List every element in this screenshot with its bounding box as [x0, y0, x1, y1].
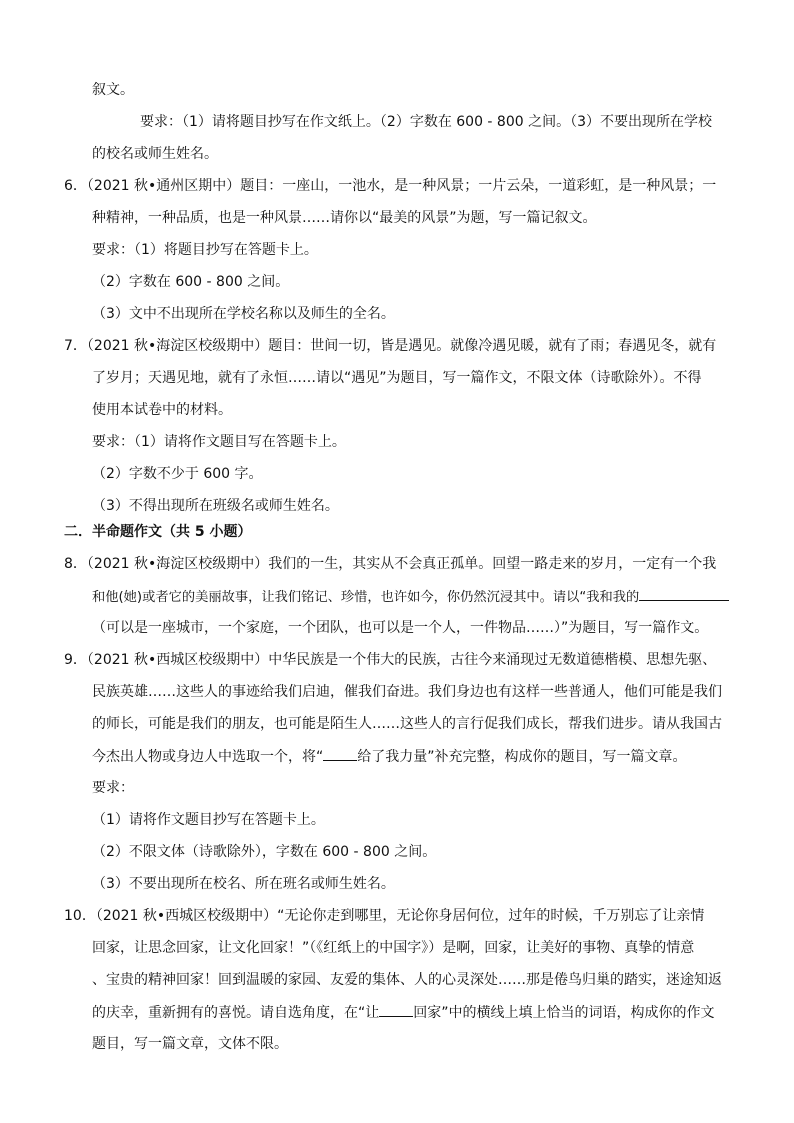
q7-line-1: 7．（2021 秋•海淀区校级期中）题目：世间一切，皆是遇见。就像冷遇见暖，就有了雨；春遇见冬，就有 — [64, 338, 717, 354]
section-2-heading: 二．半命题作文（共 5 小题） — [64, 524, 252, 540]
q8-line-1: 8．（2021 秋•海淀区校级期中）我们的一生，其实从不会真正孤单。回望一路走来的岁月，一定有一个我 — [64, 556, 717, 572]
q9-line-4-end: 给了我力量”补充完整，构成你的题目，写一篇文章。 — [357, 749, 687, 765]
q6-line-2: 种精神，一种品质，也是一种风景……请你以“最美的风景”为题，写一篇记叙文。 — [92, 210, 597, 226]
q10-line-4-row — [92, 1002, 715, 1023]
q10-line-3: 、宝贵的精神回家！回到温暖的家园、友爱的集体、人的心灵深处……那是倦鸟归巢的踏实，迷途知返 — [92, 972, 722, 988]
q8-fill-blank — [639, 586, 729, 601]
q10-line-2: 回家，让思念回家，让文化回家！”（《红纸上的中国字》）是啊，回家，让美好的事物、真挚的情意 — [92, 940, 695, 956]
q9-line-1: 9．（2021 秋•西城区校级期中）中华民族是一个伟大的民族，古往今来涌现过无数道德楷模、思想先驱、 — [64, 652, 717, 668]
q7-requirement-2: （2）字数不少于 600 字。 — [92, 466, 263, 482]
q8-line-2-row — [92, 586, 729, 608]
q10-fill-blank — [379, 1002, 413, 1017]
q10-line-1: 10．（2021 秋•西城区校级期中）“无论你走到哪里，无论你身居何位，过年的时候，千万别忘了让亲情 — [64, 908, 705, 924]
q10-line-4-start: 的庆幸，重新拥有的喜悦。请自选角度，在“让 — [92, 1005, 380, 1021]
intro-requirement-line-2: 的校名或师生姓名。 — [92, 146, 218, 162]
q7-requirement-3: （3）不得出现所在班级名或师生姓名。 — [92, 498, 339, 514]
q9-line-4-start: 今杰出人物或身边人中选取一个，将“ — [92, 749, 324, 765]
q9-requirement-1: （1）请将作文题目抄写在答题卡上。 — [92, 812, 325, 828]
q9-line-2: 民族英雄……这些人的事迹给我们启迪，催我们奋进。我们身边也有这样一些普通人，他们可能是我们 — [92, 684, 722, 700]
q6-line-1: 6．（2021 秋•通州区期中）题目：一座山，一池水，是一种风景；一片云朵，一道彩虹，是一种风景；一 — [64, 178, 717, 194]
q9-fill-blank — [323, 746, 357, 761]
q7-line-2: 了岁月；天遇见地，就有了永恒……请以“遇见”为题目，写一篇作文，不限文体（诗歌除外）。不得 — [92, 370, 702, 386]
q6-requirement-1: 要求：（1）将题目抄写在答题卡上。 — [92, 242, 318, 258]
q8-line-2: 和他(她)或者它的美丽故事，让我们铭记、珍惜，也许如今，你仍然沉浸其中。请以“我和我的 — [92, 590, 640, 605]
q6-requirement-2: （2）字数在 600 - 800 之间。 — [92, 274, 290, 290]
q8-line-3: （可以是一座城市，一个家庭，一个团队，也可以是一个人，一件物品……）”为题目，写一篇作文。 — [92, 620, 709, 636]
intro-line-1: 叙文。 — [92, 82, 134, 98]
q9-requirement-3: （3）不要出现所在校名、所在班名或师生姓名。 — [92, 876, 395, 892]
q9-requirement-2: （2）不限文体（诗歌除外），字数在 600 - 800 之间。 — [92, 844, 437, 860]
q9-line-3: 的师长，可能是我们的朋友，也可能是陌生人……这些人的言行促我们成长，帮我们进步。请从我国古 — [92, 716, 722, 732]
q9-requirement-label: 要求： — [92, 780, 134, 796]
q9-line-4-row — [92, 746, 687, 767]
q6-requirement-3: （3）文中不出现所在学校名称以及师生的全名。 — [92, 306, 395, 322]
q7-requirement-1: 要求：（1）请将作文题目写在答题卡上。 — [92, 434, 346, 450]
q10-line-4-end: 回家”中的横线上填上恰当的词语，构成你的作文 — [413, 1005, 715, 1021]
intro-requirement-line-1: 要求：（1）请将题目抄写在作文纸上。（2）字数在 600 - 800 之间。（3）不要出现所在学校 — [140, 114, 713, 130]
q10-line-5: 题目，写一篇文章，文体不限。 — [92, 1036, 288, 1052]
q7-line-3: 使用本试卷中的材料。 — [92, 402, 232, 418]
